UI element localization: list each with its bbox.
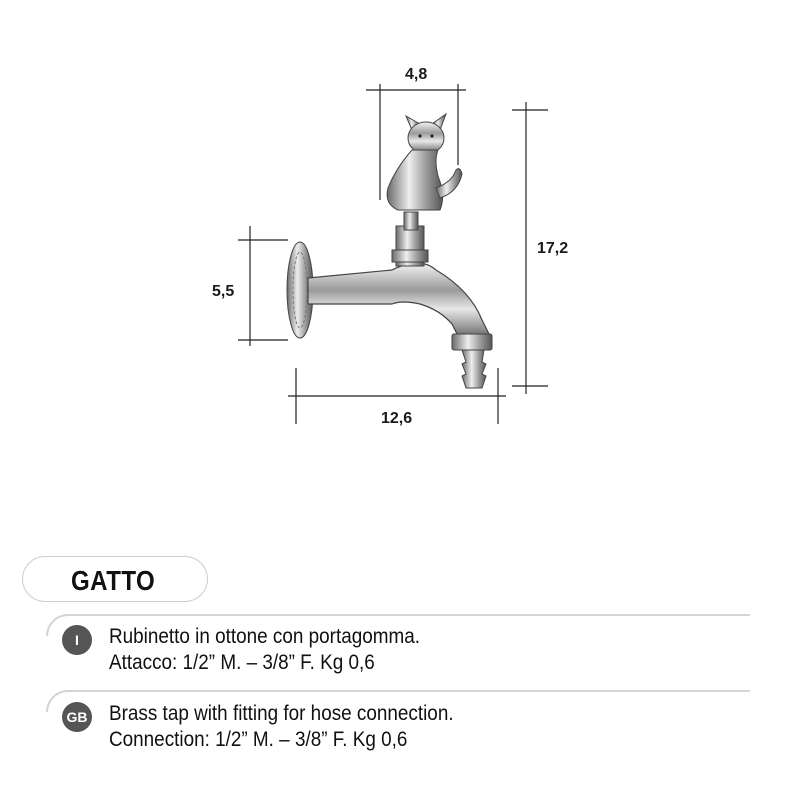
product-title: GATTO: [71, 565, 156, 596]
description-it-line1: Rubinetto in ottone con portagomma.: [109, 625, 420, 648]
dimension-wall-label: 5,5: [212, 283, 235, 300]
description-it: [109, 624, 420, 676]
description-gb-line1: Brass tap with fitting for hose connection.: [109, 702, 454, 725]
divider: [66, 614, 750, 616]
description-gb: [109, 701, 454, 753]
dimension-projection-label: 12,6: [381, 410, 413, 427]
dimension-wall-height: [238, 226, 288, 346]
description-gb-line2: Connection: 1/2” M. – 3/8” F. Kg 0,6: [109, 728, 408, 751]
product-title-box: [22, 556, 208, 602]
description-it-line2: Attacco: 1/2” M. – 3/8” F. Kg 0,6: [109, 651, 375, 674]
tap-body: [308, 212, 492, 388]
dimension-height-label: 17,2: [537, 240, 569, 257]
divider: [66, 690, 750, 692]
cat-handle-icon: [387, 114, 462, 210]
lang-badge-it: I: [62, 625, 92, 655]
lang-badge-gb: GB: [62, 702, 92, 732]
dimension-top-label: 4,8: [405, 66, 428, 83]
